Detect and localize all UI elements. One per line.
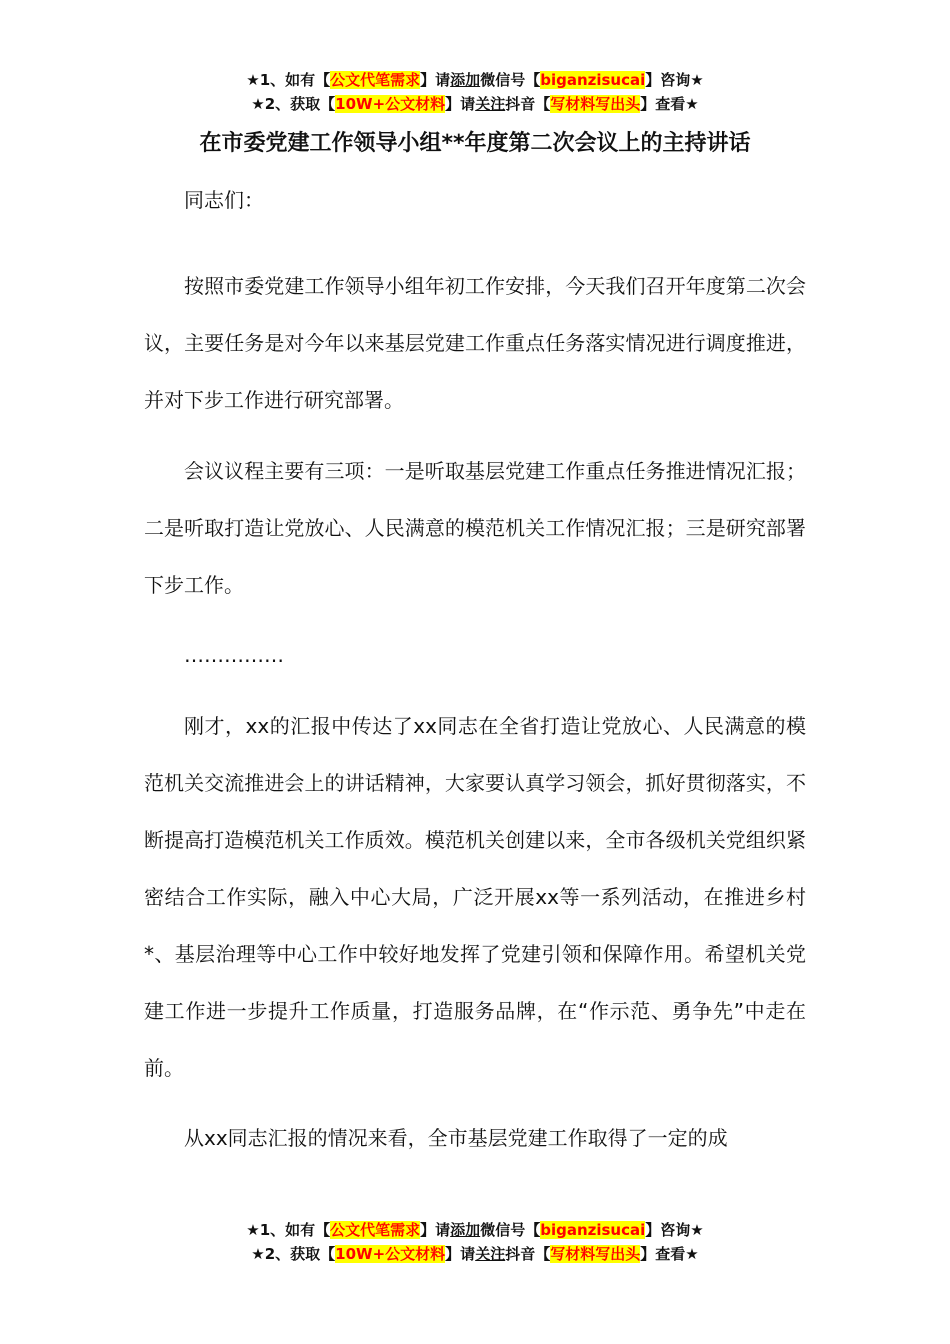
banner-text: 抖音【 <box>505 95 551 113</box>
underlined-follow: 关注 <box>475 95 506 113</box>
banner-line-1 <box>0 68 950 92</box>
star-icon: ★ <box>690 71 704 89</box>
star-icon: ★ <box>685 95 699 113</box>
highlight-materials: 10W+公文材料 <box>335 1245 446 1263</box>
paragraph-text: 刚才，xx的汇报中传达了xx同志在全省打造让党放心、人民满意的模范机关交流推进会上的讲话精神，大家要认真学习领会，抓好贯彻落实，不断提高打造模范机关工作质效。模范机关创建以来，全市各级机关党组织紧密结合工作实际，融入中心大局，广泛开展xx等一系列活动，在推进乡村*、基层治理等中心工作中较好地发挥了党建引领和保障作用。希望机关党建工作进一步提升工作质量，打造服务品牌，在“作示范、勇争先”中走在前。 <box>144 714 806 1080</box>
paragraph-text: 从xx同志汇报的情况来看，全市基层党建工作取得了一定的成 <box>184 1126 728 1150</box>
highlight-materials: 10W+公文材料 <box>335 95 446 113</box>
banner-text: 微信号【 <box>480 71 541 89</box>
banner-text: 2、获取【 <box>264 95 336 113</box>
star-icon: ★ <box>251 95 265 113</box>
paragraph-text: 会议议程主要有三项：一是听取基层党建工作重点任务推进情况汇报；二是听取打造让党放心、人民满意的模范机关工作情况汇报；三是研究部署下步工作。 <box>144 459 806 597</box>
highlight-douyin-id: 写材料写出头 <box>550 95 641 113</box>
paragraph-4 <box>144 1110 806 1167</box>
banner-line-2 <box>0 92 950 116</box>
banner-text: 】查看 <box>640 95 686 113</box>
star-icon: ★ <box>246 71 260 89</box>
banner-text: 】请 <box>420 1221 451 1239</box>
banner-text: 】请 <box>445 95 476 113</box>
banner-text: 抖音【 <box>505 1245 551 1263</box>
banner-text: 】请 <box>420 71 451 89</box>
highlight-douyin-id: 写材料写出头 <box>550 1245 641 1263</box>
paragraph-2 <box>144 443 806 614</box>
star-icon: ★ <box>251 1245 265 1263</box>
paragraph-text: …………… <box>184 643 284 667</box>
highlight-service: 公文代笔需求 <box>330 1221 421 1239</box>
banner-text: 1、如有【 <box>259 71 331 89</box>
paragraph-text: 按照市委党建工作领导小组年初工作安排，今天我们召开年度第二次会议，主要任务是对今年以来基层党建工作重点任务落实情况进行调度推进，并对下步工作进行研究部署。 <box>144 274 806 412</box>
star-icon: ★ <box>246 1221 260 1239</box>
banner-text: 】咨询 <box>645 1221 691 1239</box>
ellipsis-paragraph <box>144 627 806 684</box>
highlight-wechat-id: biganzisucai <box>540 71 646 89</box>
highlight-service: 公文代笔需求 <box>330 71 421 89</box>
underlined-add: 添加 <box>450 1221 481 1239</box>
star-icon: ★ <box>685 1245 699 1263</box>
greeting <box>144 172 806 229</box>
banner-text: 2、获取【 <box>264 1245 336 1263</box>
top-banner <box>0 68 950 116</box>
highlight-wechat-id: biganzisucai <box>540 1221 646 1239</box>
star-icon: ★ <box>690 1221 704 1239</box>
bottom-banner <box>0 1218 950 1266</box>
document-title: 在市委党建工作领导小组**年度第二次会议上的主持讲话 <box>199 131 751 156</box>
banner-text: 】查看 <box>640 1245 686 1263</box>
underlined-follow: 关注 <box>475 1245 506 1263</box>
paragraph-1 <box>144 258 806 429</box>
banner-text: 】咨询 <box>645 71 691 89</box>
underlined-add: 添加 <box>450 71 481 89</box>
banner-text: 】请 <box>445 1245 476 1263</box>
paragraph-3 <box>144 698 806 1097</box>
banner-line-1 <box>0 1218 950 1242</box>
banner-text: 微信号【 <box>480 1221 541 1239</box>
banner-line-2 <box>0 1242 950 1266</box>
banner-text: 1、如有【 <box>259 1221 331 1239</box>
greeting-text: 同志们： <box>184 188 264 212</box>
